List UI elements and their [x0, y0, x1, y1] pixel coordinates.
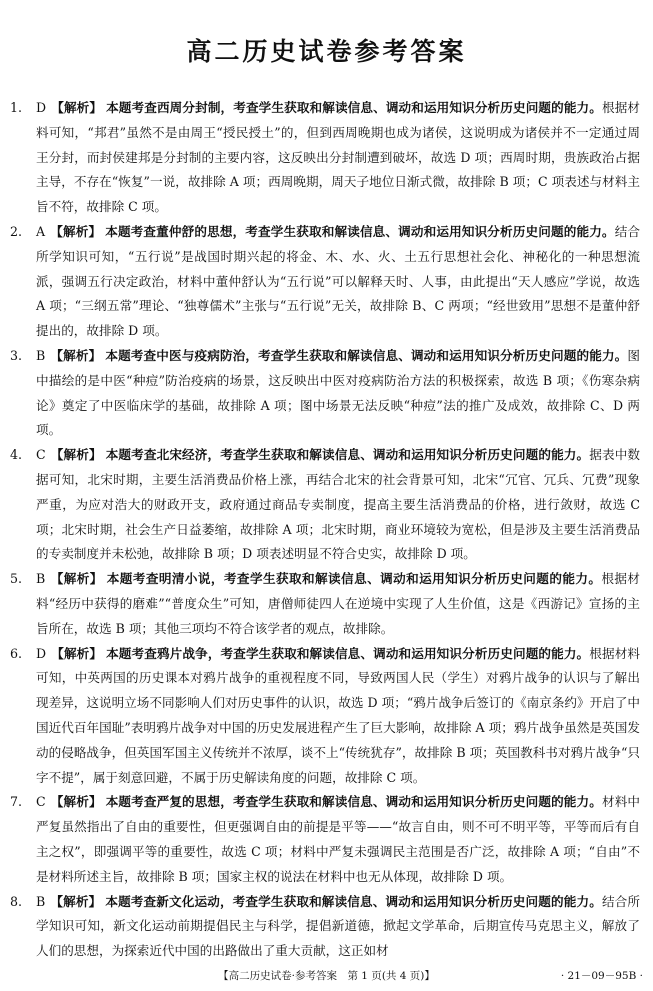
topic-text: 本题考查董仲舒的思想，考查学生获取和解读信息、调动和运用知识分析历史问题的能力。 — [105, 223, 615, 239]
analysis-text: 结合所学知识可知，“五行说”是战国时期兴起的将金、木、水、火、土五行思想社会化、神秘化的一种思想流派，强调五行决定政治，材料中董仲舒认为“五行说”可以解释天时、人事，由此提出“天人感应”学说，故选 A 项；“三纲五常”理论、“独尊儒术”主张与“五行说”无关，故排除 B、C 两项；“经世致用”思想不是董仲舒提出的，故排除 D 项。 — [36, 223, 641, 339]
question-number: 6. — [10, 645, 23, 661]
question-number: 8. — [10, 893, 23, 909]
answer-item — [10, 567, 640, 641]
answer-list — [10, 96, 640, 964]
footer-code: · 21－09－95B · — [560, 970, 643, 982]
question-number: 7. — [10, 794, 23, 810]
answer-item — [10, 344, 640, 443]
analysis-tag: 【解析】 — [50, 347, 102, 363]
answer-item — [10, 642, 640, 791]
topic-text: 本题考查新文化运动，考查学生获取和解读信息、调动和运用知识分析历史问题的能力。 — [105, 893, 602, 909]
topic-text: 本题考查明清小说，考查学生获取和解读信息、调动和运用知识分析历史问题的能力。 — [106, 571, 602, 587]
question-number: 2. — [10, 223, 23, 239]
analysis-tag: 【解析】 — [50, 447, 102, 463]
analysis-tag: 【解析】 — [50, 223, 102, 239]
analysis-tag: 【解析】 — [51, 100, 103, 115]
topic-text: 本题考查严复的思想，考查学生获取和解读信息、调动和运用知识分析历史问题的能力。 — [105, 794, 602, 810]
answer-letter: B — [36, 893, 46, 909]
footer-page-info: 【高二历史试卷·参考答案 第 1 页(共 4 页)】 — [218, 970, 435, 982]
analysis-tag: 【解析】 — [50, 571, 103, 587]
analysis-tag: 【解析】 — [51, 645, 103, 661]
analysis-text: 根据材料可知，中英两国的历史课本对鸦片战争的重视程度不同，导致两国人民（学生）对鸦片战争的认识与了解出现差异，这说明立场不同影响人们对历史事件的认识，故选 D 项；“鸦片战争后签订的《南京条约》开启了中国近代百年国耻”表明鸦片战争对中国的历史发展进程产生了巨大影响，故排除 A 项；鸦片战争虽然是英国发动的侵略战争，但英国军国主义传统并不浓厚，谈不上“传统犹存”，故排除 B 项；英国教科书对鸦片战争“只字不提”，属于刻意回避，不属于历史解读角度的问题，故排除 C 项。 — [36, 645, 641, 785]
question-number: 5. — [10, 571, 23, 587]
topic-text: 本题考查鸦片战争，考查学生获取和解读信息、调动和运用知识分析历史问题的能力。 — [106, 645, 590, 661]
analysis-tag: 【解析】 — [50, 794, 102, 810]
analysis-text: 结合所学知识可知，新文化运动前期提倡民主与科学，提倡新道德，掀起文学革命，后期宣传马克思主义，解放了人们的思想，为探索近代中国的出路做出了重大贡献，这正如材 — [36, 893, 641, 959]
topic-text: 本题考查北宋经济，考查学生获取和解读信息、调动和运用知识分析历史问题的能力。 — [105, 447, 590, 463]
question-number: 4. — [10, 447, 23, 463]
answer-item — [10, 443, 640, 567]
question-number: 1. — [10, 100, 23, 115]
page-title: 高二历史试卷参考答案 — [186, 37, 467, 66]
analysis-text: 根据材料可知，“邦君”虽然不是由周王“授民授土”的，但到西周晚期也成为诸侯，这说明成为诸侯并不一定通过周王分封，而封侯建邦是分封制的主要内容，这反映出分封制遭到破坏，故选 D 项；西周时期，贵族政治占据主导，不存在“恢复”一说，故排除 A 项；西周晚期，周天子地位日渐式微，故排除 B 项；C 项表述与材料主旨不符，故排除 C 项。 — [36, 100, 641, 215]
analysis-text: 根据材料“经历中获得的磨难”“普度众生”可知，唐僧师徒四人在逆境中实现了人生价值，这是《西游记》宣扬的主旨所在，故选 B 项；其他三项均不符合该学者的观点，故排除。 — [36, 571, 641, 636]
answer-item — [10, 96, 640, 220]
analysis-text: 图中描绘的是中医“种痘”防治疫病的场景，这反映出中医对疫病防治方法的积极探索，故选 B 项；《伤寒杂病论》奠定了中医临床学的基础，故排除 A 项；图中场景无法反映“种痘”法的推广及成效，故排除 C、D 两项。 — [36, 347, 641, 438]
analysis-tag: 【解析】 — [50, 893, 102, 909]
answer-letter: D — [36, 645, 47, 661]
topic-text: 本题考查西周分封制，考查学生获取和解读信息、调动和运用知识分析历史问题的能力。 — [106, 100, 602, 115]
answer-item — [10, 220, 640, 344]
answer-item — [10, 790, 640, 889]
answer-letter: B — [36, 347, 46, 363]
answer-letter: D — [36, 100, 47, 115]
answer-letter: B — [36, 571, 46, 587]
analysis-text: 材料中严复虽然指出了自由的重要性，但更强调自由的前提是平等——“故言自由，则不可不明平等，平等而后有自主之权”，即强调平等的重要性，故选 C 项；材料中严复未强调民主范围是否广泛，故排除 A 项；“自由”不是材料所述主旨，故排除 B 项；国家主权的说法在材料中也无从体现，故排除 D 项。 — [36, 794, 641, 884]
answer-letter: C — [36, 794, 46, 810]
analysis-text: 据表中数据可知，北宋时期，主要生活消费品价格上涨，再结合北宋的社会背景可知，北宋“冗官、冗兵、冗费”现象严重，为应对浩大的财政开支，政府通过商品专卖制度，提高主要生活消费品的价格，进行敛财，故选 C 项；北宋时期，社会生产日益萎缩，故排除 A 项；北宋时期，商业环境较为宽松，但是涉及主要生活消费品的专卖制度并未松弛，故排除 B 项；D 项表述明显不符合史实，故排除 D 项。 — [36, 447, 641, 562]
answer-item — [10, 890, 640, 964]
answer-letter: A — [36, 223, 46, 239]
answer-letter: C — [36, 447, 46, 463]
question-number: 3. — [10, 347, 23, 363]
page-footer — [0, 968, 653, 986]
topic-text: 本题考查中医与疫病防治，考查学生获取和解读信息、调动和运用知识分析历史问题的能力。 — [105, 347, 628, 363]
